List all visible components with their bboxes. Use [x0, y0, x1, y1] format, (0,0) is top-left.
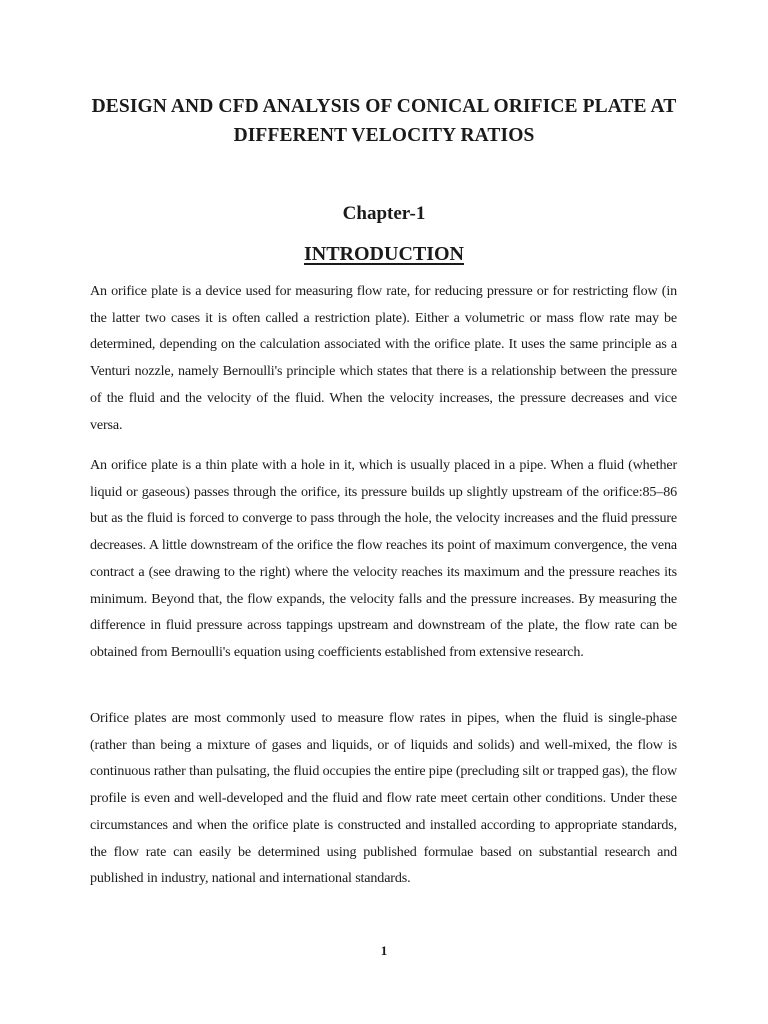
paragraph-2: An orifice plate is a thin plate with a hole in it, which is usually placed in a pipe. When a fluid (whether liquid or gaseous) passes through the orifice, its pressure builds up slightly upstream of the orifice:85–86 but as the fluid is forced to converge to pass through the hole, the velocity increases and the fluid pressure decreases. A little downstream of the orifice the flow reaches its point of maximum convergence, the vena contract a (see drawing to the right) where the velocity reaches its maximum and the pressure reaches its minimum. Beyond that, the flow expands, the velocity falls and the pressure increases. By measuring the difference in fluid pressure across tappings upstream and downstream of the plate, the flow rate can be obtained from Bernoulli's equation using coefficients established from extensive research.	[90, 457, 677, 660]
page-number: 1	[380, 943, 388, 958]
chapter-heading: Chapter-1	[342, 203, 426, 224]
paragraph-3: Orifice plates are most commonly used to measure flow rates in pipes, when the fluid is single-phase (rather than being a mixture of gases and liquids, or of liquids and solids) and well-mixed, the flow is continuous rather than pulsating, the fluid occupies the entire pipe (precluding silt or trapped gas), the flow profile is even and well-developed and the fluid and flow rate meet certain other conditions. Under these circumstances and when the orifice plate is constructed and installed according to appropriate standards, the flow rate can easily be determined using published formulae based on substantial research and published in industry, national and international standards.	[90, 710, 677, 887]
document-title: DESIGN AND CFD ANALYSIS OF CONICAL ORIFICE PLATE AT DIFFERENT VELOCITY RATIOS	[91, 96, 677, 146]
paragraph-1: An orifice plate is a device used for measuring flow rate, for reducing pressure or for restricting flow (in the latter two cases it is often called a restriction plate). Either a volumetric or mass flow rate may be determined, depending on the calculation associated with the orifice plate. It uses the same principle as a Venturi nozzle, namely Bernoulli's principle which states that there is a relationship between the pressure of the fluid and the velocity of the fluid. When the velocity increases, the pressure decreases and vice versa.	[90, 283, 677, 433]
section-heading: INTRODUCTION	[303, 243, 465, 265]
